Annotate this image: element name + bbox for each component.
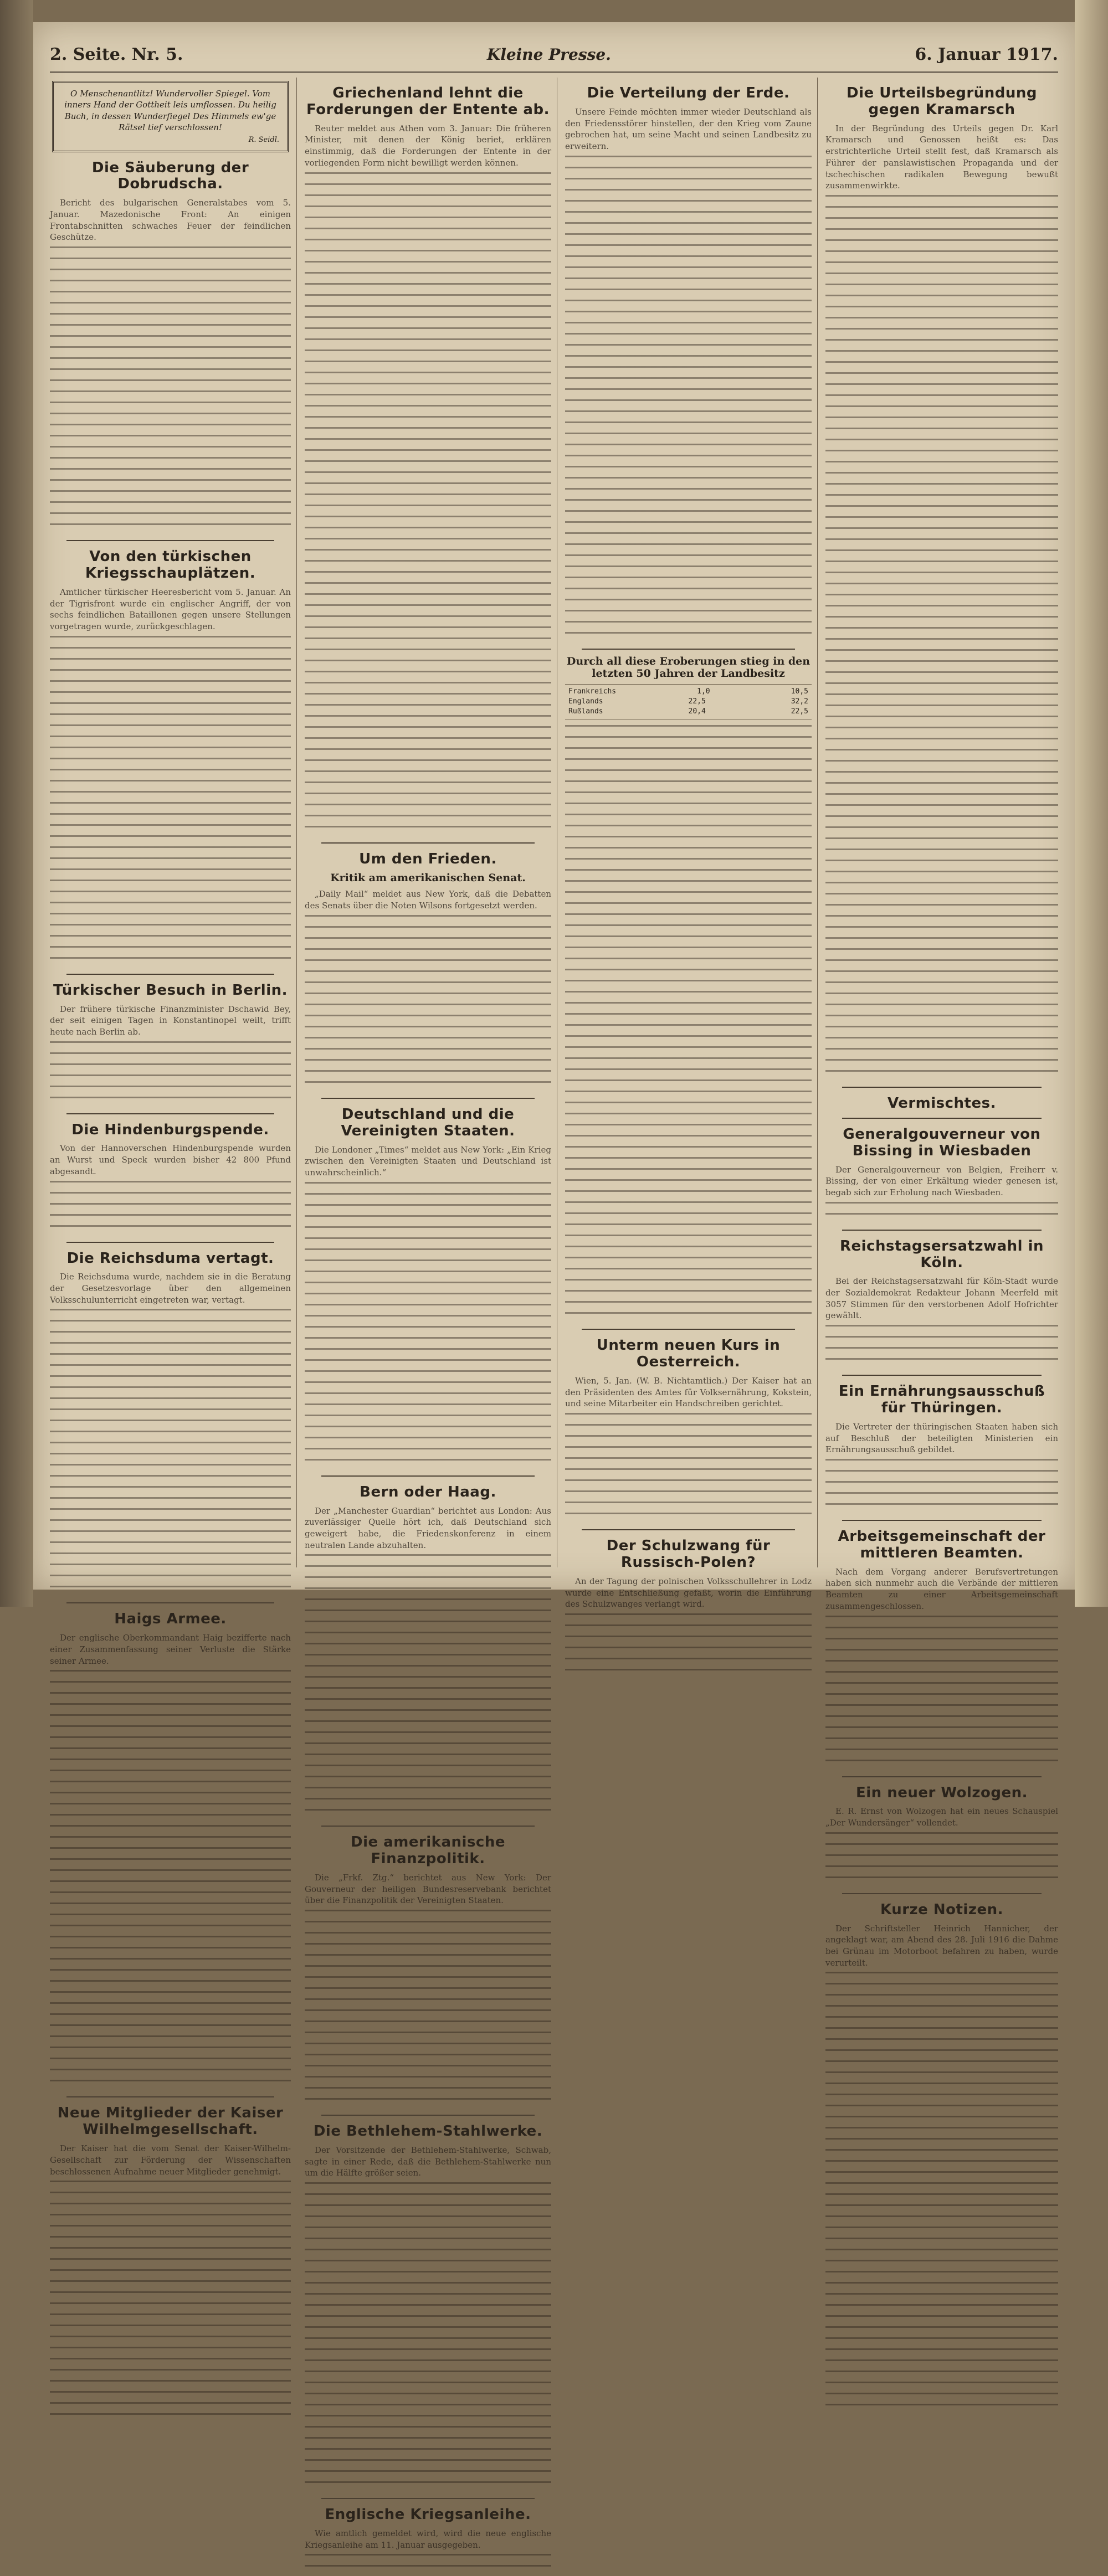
article xyxy=(50,160,291,535)
statistics-from: 1,0 xyxy=(697,687,710,696)
statistics-to: 10,5 xyxy=(791,687,808,696)
article-headline: Ein neuer Wolzogen. xyxy=(855,1784,1028,1801)
article-lead: Der frühere türkische Finanzminister Dschawid Bey, der seit einigen Tagen in Konstantinopel weilt, trifft heute nach Berlin ab. xyxy=(50,1004,291,1037)
article xyxy=(305,2123,551,2492)
statistics-from: 22,5 xyxy=(688,697,706,706)
article-separator xyxy=(582,1529,795,1530)
newspaper-page xyxy=(33,22,1075,2550)
article-headline: Die Hindenburgspende. xyxy=(71,1121,269,1138)
masthead xyxy=(50,38,1058,73)
article-lead: Wien, 5. Jan. (W. B. Nichtamtlich.) Der Kaiser hat an den Präsidenten des Amtes für Volksernährung, Kokstein, und seine Mitarbeiter ein Handschreiben gerichtet. xyxy=(565,1375,812,1409)
article-lead: Die Vertreter der thüringischen Staaten haben sich auf Beschluß der beteiligten Ministerien ein Ernährungsausschuß gebildet. xyxy=(825,1421,1058,1455)
article-body-text xyxy=(825,195,1058,1081)
article xyxy=(305,1484,551,1821)
article-lead: Der Vorsitzende der Bethlehem-Stahlwerke, Schwab, sagte in einer Rede, daß die Bethlehem-Stahlwerke nun um die Hälfte größer seien. xyxy=(305,2145,551,2178)
article-headline: Die Säuberung der Dobrudscha. xyxy=(91,159,249,193)
article-subhead: Kritik am amerikanischen Senat. xyxy=(330,872,526,885)
statistics-to: 32,2 xyxy=(791,697,808,706)
article-lead: An der Tagung der polnischen Volksschullehrer in Lodz wurde eine Entschließung gefaßt, worin die Einführung des Schulzwanges verlangt wird. xyxy=(565,1576,812,1610)
article-separator xyxy=(582,1329,795,1330)
article xyxy=(50,1122,291,1236)
article-separator xyxy=(321,1098,535,1099)
article-separator xyxy=(842,1893,1042,1894)
article-lead: E. R. Ernst von Wolzogen hat ein neues Schauspiel „Der Wundersänger“ vollendet. xyxy=(825,1806,1058,1828)
motto-box xyxy=(52,81,289,152)
article-headline: Bern oder Haag. xyxy=(360,1483,496,1500)
article-headline: Vermischtes. xyxy=(888,1094,996,1112)
article-headline: Kurze Notizen. xyxy=(880,1901,1003,1918)
statistics-row xyxy=(568,687,808,697)
article-separator xyxy=(321,1826,535,1827)
statistics-to: 22,5 xyxy=(791,707,808,716)
article-lead: Die Reichsduma wurde, nachdem sie in die Beratung der Gesetzesvorlage über den allgemeinen Volksschulunterricht eingetreten war, vertagt. xyxy=(50,1272,291,1305)
article-lead: „Daily Mail“ meldet aus New York, daß die Debatten des Senats über die Noten Wilsons fortgesetzt werden. xyxy=(305,889,551,911)
article xyxy=(565,655,812,1324)
article-separator xyxy=(66,1113,274,1114)
article-lead: Die „Frkf. Ztg.“ berichtet aus New York: Der Gouverneur der heiligen Bundesreservebank berichtet über die Finanzpolitik der Vereinigten Staaten. xyxy=(305,1873,551,1906)
article-headline: Griechenland lehnt die Forderungen der Entente ab. xyxy=(306,85,550,118)
article xyxy=(825,1785,1058,1888)
article-body-text xyxy=(825,1972,1058,2415)
article-separator xyxy=(842,1520,1042,1521)
article xyxy=(50,983,291,1108)
article-body-text xyxy=(305,1910,551,2109)
article xyxy=(565,1338,812,1524)
statistics-label: Englands xyxy=(568,697,603,706)
article-body-text xyxy=(50,1670,291,2091)
article-headline: Unterm neuen Kurs in Oesterreich. xyxy=(596,1337,781,1371)
article-body-text xyxy=(50,636,291,968)
article xyxy=(50,549,291,968)
article-headline: Englische Kriegsanleihe. xyxy=(325,2506,531,2523)
article-lead: Der Generalgouverneur von Belgien, Freiherr v. Bissing, der von einer Erkältung wieder genesen ist, begab sich zur Erholung nach Wiesbaden. xyxy=(825,1164,1058,1197)
article-body-text xyxy=(825,1325,1058,1369)
article xyxy=(565,85,812,643)
article-separator xyxy=(66,974,274,975)
column-2 xyxy=(305,78,551,2550)
article-body-text xyxy=(50,1309,291,1597)
article-body-text xyxy=(305,1554,551,1820)
article-separator xyxy=(842,1776,1042,1777)
statistics-from: 20,4 xyxy=(688,707,706,716)
article-headline: Arbeitsgemeinschaft der mittleren Beamten. xyxy=(838,1528,1046,1561)
article-lead: Wie amtlich gemeldet wird, wird die neue englische Kriegsanleihe am 11. Januar ausgegeben. xyxy=(305,2528,551,2550)
article-body-text xyxy=(305,2182,551,2492)
motto-signature: R. Seidl. xyxy=(248,136,279,144)
article-separator xyxy=(582,649,795,650)
article xyxy=(825,1096,1058,1112)
article-lead: Von der Hannoverschen Hindenburgspende wurden an Wurst und Speck wurden bisher 42 800 Pfund abgesandt. xyxy=(50,1143,291,1176)
article-body-text xyxy=(50,2181,291,2424)
article xyxy=(825,1127,1058,1224)
article-body-text xyxy=(305,915,551,1092)
article-headline: Türkischer Besuch in Berlin. xyxy=(53,981,288,999)
article-body-text xyxy=(305,1182,551,1470)
column-1 xyxy=(50,78,291,2177)
article xyxy=(825,85,1058,1081)
article-lead: Amtlicher türkischer Heeresbericht vom 5. Januar. An der Tigrisfront wurde ein englischer Angriff, der von sechs feindlichen Bataillonen gegen unsere Stellungen vorgetragen wurde, zurückgeschlagen. xyxy=(50,587,291,631)
article-separator xyxy=(321,1475,535,1477)
article-lead: Unsere Feinde möchten immer wieder Deutschland als den Friedensstörer hinstellen, der den Krieg vom Zaune gebrochen hat, um seine Macht und seinen Landbesitz zu erweitern. xyxy=(565,106,812,151)
article-body-text xyxy=(565,1413,812,1524)
article-separator xyxy=(321,2115,535,2116)
article-body-text xyxy=(565,725,812,1323)
article-body-text xyxy=(305,2554,551,2576)
article-headline: Die Urteilsbegründung gegen Kramarsch xyxy=(847,85,1037,118)
article-body-text xyxy=(825,1832,1058,1888)
column-4 xyxy=(825,78,1058,1968)
motto-text: O Menschenantlitz! Wundervoller Spiegel. Vom inners Hand der Gottheit leis umflossen. Du heilig Buch, in dessen Wunderfiegel Des Himmels ew'ge Rätsel tief verschlossen! xyxy=(64,89,276,132)
article-headline: Ein Ernährungsausschuß für Thüringen. xyxy=(838,1383,1045,1417)
article xyxy=(305,851,551,1092)
article-separator xyxy=(842,1375,1042,1376)
article xyxy=(825,1384,1058,1514)
article xyxy=(565,1538,812,1680)
article xyxy=(305,1834,551,2109)
article-separator xyxy=(66,1242,274,1243)
article xyxy=(825,1238,1058,1370)
article-headline: Der Schulzwang für Russisch-Polen? xyxy=(606,1538,771,1571)
article-headline: Reichstagsersatzwahl in Köln. xyxy=(839,1237,1044,1271)
article-headline: Generalgouverneur von Bissing in Wiesbaden xyxy=(843,1125,1041,1159)
article-lead: Der „Manchester Guardian“ berichtet aus London: Aus zuverlässiger Quelle hört ich, daß Deutschland sich geweigert habe, die Friedenskonferenz in einem neutralen Lande abzuhalten. xyxy=(305,1505,551,1550)
article xyxy=(305,1107,551,1470)
column-3 xyxy=(565,78,812,1610)
article-lead: In der Begründung des Urteils gegen Dr. Karl Kramarsch und Genossen heißt es: Das erstrichterliche Urteil stellt fest, daß Kramarsch als Führer der panslawistischen Propaganda und der tschechischen radikalen Bewegung bewußt zusammenwirkte. xyxy=(825,123,1058,191)
article-separator xyxy=(842,1118,1042,1119)
article-subhead: Durch all diese Eroberungen stieg in den letzten 50 Jahren der Landbesitz xyxy=(566,655,811,680)
article-separator xyxy=(66,2096,274,2097)
article-lead: Der englische Oberkommandant Haig bezifferte nach einer Zusammenfassung seiner Verluste die Stärke seiner Armee. xyxy=(50,1633,291,1666)
article-headline: Um den Frieden. xyxy=(359,850,497,867)
article xyxy=(305,2507,551,2576)
article-lead: Bei der Reichstagsersatzwahl für Köln-Stadt wurde der Sozialdemokrat Redakteur Johann Meerfeld mit 3057 Stimmen für den verstorbenen Adolf Hofrichter gewählt. xyxy=(825,1276,1058,1321)
page-edge-right xyxy=(1075,0,1108,1607)
article-headline: Die Bethlehem-Stahlwerke. xyxy=(313,2123,543,2140)
statistics-row xyxy=(568,697,808,707)
article-lead: Bericht des bulgarischen Generalstabes vom 5. Januar. Mazedonische Front: An einigen Frontabschnitten schwaches Feuer der feindlichen Geschütze. xyxy=(50,198,291,243)
article-body-text xyxy=(825,1616,1058,1771)
article xyxy=(50,1611,291,2091)
article-headline: Haigs Armee. xyxy=(114,1611,227,1628)
article-separator xyxy=(321,2498,535,2499)
article-separator xyxy=(321,842,535,844)
article-separator xyxy=(842,1230,1042,1231)
page-number: 2. Seite. Nr. 5. xyxy=(50,44,183,64)
publication-title: Kleine Presse. xyxy=(486,45,611,64)
article-body-text xyxy=(50,246,291,534)
article-lead: Die Londoner „Times“ meldet aus New York: „Ein Krieg zwischen den Vereinigten Staaten und Deutschland ist unwahrscheinlich.“ xyxy=(305,1144,551,1178)
article xyxy=(50,1251,291,1597)
column-rule xyxy=(817,78,818,1567)
article-body-text xyxy=(50,1041,291,1108)
statistics-table xyxy=(565,684,812,720)
issue-date: 6. Januar 1917. xyxy=(915,44,1058,64)
article-lead: Der Schriftsteller Heinrich Hannicher, der angeklagt war, am Abend des 28. Juli 1916 die Dahme bei Grünau im Motorboot befahren zu haben, wurde verurteilt. xyxy=(825,1923,1058,1968)
article-body-text xyxy=(565,156,812,643)
article-separator xyxy=(66,540,274,541)
article-body-text xyxy=(50,1181,291,1236)
article-separator xyxy=(842,1087,1042,1088)
article-body-text xyxy=(305,172,551,837)
article-separator xyxy=(66,1602,274,1603)
article-body-text xyxy=(825,1459,1058,1514)
page-edge-left xyxy=(0,0,33,1607)
column-rule xyxy=(296,78,297,1567)
article xyxy=(825,1902,1058,2415)
article-headline: Die Reichsduma vertagt. xyxy=(66,1250,274,1267)
article-lead: Reuter meldet aus Athen vom 3. Januar: Die früheren Minister, mit denen der König beriet, erklären einstimmig, daß die Forderungen der Entente in der vorliegenden Form nicht bewilligt werden können. xyxy=(305,123,551,168)
article-headline: Von den türkischen Kriegsschauplätzen. xyxy=(85,548,256,582)
article-headline: Deutschland und die Vereinigten Staaten. xyxy=(341,1106,515,1139)
article-headline: Neue Mitglieder der Kaiser Wilhelmgesellschaft. xyxy=(57,2105,284,2138)
statistics-row xyxy=(568,707,808,717)
article xyxy=(305,85,551,837)
article xyxy=(50,2105,291,2424)
article-body-text xyxy=(565,1613,812,1680)
article-headline: Die Verteilung der Erde. xyxy=(587,85,790,101)
article xyxy=(825,1529,1058,1771)
article-lead: Nach dem Vorgang anderer Berufsvertretungen haben sich nunmehr auch die Verbände der mittleren Beamten zu einer Arbeitsgemeinschaft zusammengeschlossen. xyxy=(825,1566,1058,1611)
article-body-text xyxy=(825,1202,1058,1224)
article-lead: Der Kaiser hat die vom Senat der Kaiser-Wilhelm-Gesellschaft zur Förderung der Wissenschaften beschlossenen Aufnahme neuer Mitglieder genehmigt. xyxy=(50,2143,291,2177)
article-headline: Die amerikanische Finanzpolitik. xyxy=(351,1834,505,1868)
statistics-label: Rußlands xyxy=(568,707,603,716)
statistics-label: Frankreichs xyxy=(568,687,617,696)
